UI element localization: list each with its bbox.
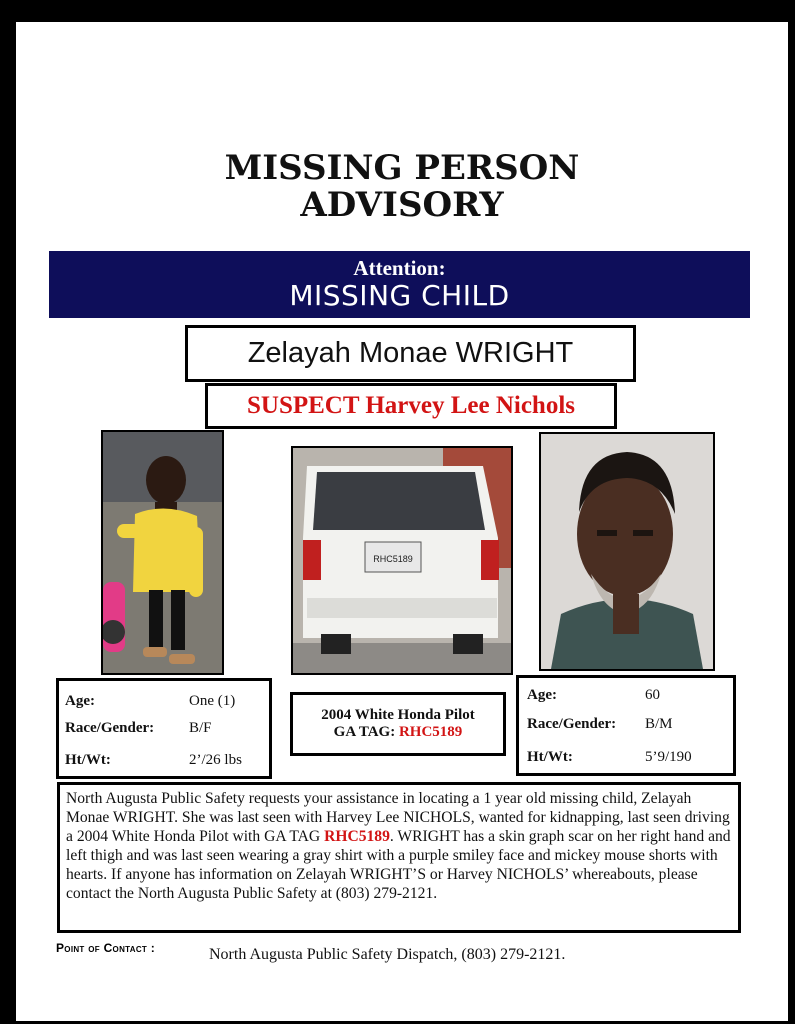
title-line-2: ADVISORY: [300, 185, 504, 225]
child-htwt-value: 2’/26 lbs: [189, 752, 242, 768]
vehicle-photo-illustration: [293, 448, 511, 673]
child-age-value: One (1): [189, 693, 236, 709]
vehicle-tag-line: [293, 724, 503, 741]
suspect-photo: [539, 432, 715, 671]
point-of-contact-value: North Augusta Public Safety Dispatch, (803) 279-2121.: [209, 946, 566, 963]
suspect-info-box: [516, 675, 736, 776]
description-text-2: . WRIGHT has a skin graph scar on her right hand and left thigh and was last seen wearing a gray shirt with a purple smiley face and mickey mouse shorts with hearts. If anyone has information on Zelayah WRIGHT’S or Harvey NICHOLS’ whereabouts, please contact the North Augusta Public Safety at (803) 279-2121.: [66, 828, 731, 902]
child-age-label: Age:: [65, 693, 95, 709]
suspect-heading-box: SUSPECT Harvey Lee Nichols: [205, 383, 617, 429]
suspect-photo-illustration: [541, 434, 713, 669]
vehicle-photo: [291, 446, 513, 675]
child-name-box: Zelayah Monae WRIGHT: [185, 325, 636, 382]
vehicle-tag-label: GA TAG:: [333, 724, 396, 740]
child-htwt-label: Ht/Wt:: [65, 752, 111, 768]
child-info-box: [56, 678, 272, 779]
point-of-contact-label: Point of Contact :: [56, 941, 156, 955]
child-photo: [101, 430, 224, 675]
suspect-race-value: B/M: [645, 716, 673, 732]
suspect-race-label: Race/Gender:: [527, 716, 617, 732]
child-race-value: B/F: [189, 720, 212, 736]
vehicle-info-box: [290, 692, 506, 756]
attention-label: Attention:: [353, 256, 446, 280]
suspect-age-label: Age:: [527, 687, 557, 703]
suspect-htwt-value: 5’9/190: [645, 749, 692, 765]
description-text-1: North Augusta Public Safety requests your assistance in locating a 1 year old missing child, Zelayah Monae WRIGHT. She was last seen with Harvey Lee NICHOLS, wanted for kidnapping, last seen driving a 2004 White Honda Pilot with GA TAG: [66, 790, 730, 845]
suspect-age-value: 60: [645, 687, 660, 703]
attention-banner: [49, 251, 750, 318]
child-race-label: Race/Gender:: [65, 720, 155, 736]
vehicle-description: 2004 White Honda Pilot: [321, 707, 475, 723]
banner-headline: MISSING CHILD: [289, 279, 510, 312]
license-plate-text: RHC5189: [373, 554, 413, 564]
vehicle-tag-value: RHC5189: [398, 724, 463, 740]
description-tag: RHC5189: [324, 828, 390, 845]
advisory-page: [16, 22, 788, 1021]
suspect-htwt-label: Ht/Wt:: [527, 749, 573, 765]
child-photo-illustration: [103, 432, 222, 673]
title-line-1: MISSING PERSON: [224, 148, 580, 188]
page-title: [16, 150, 788, 224]
description-box: [57, 782, 741, 933]
